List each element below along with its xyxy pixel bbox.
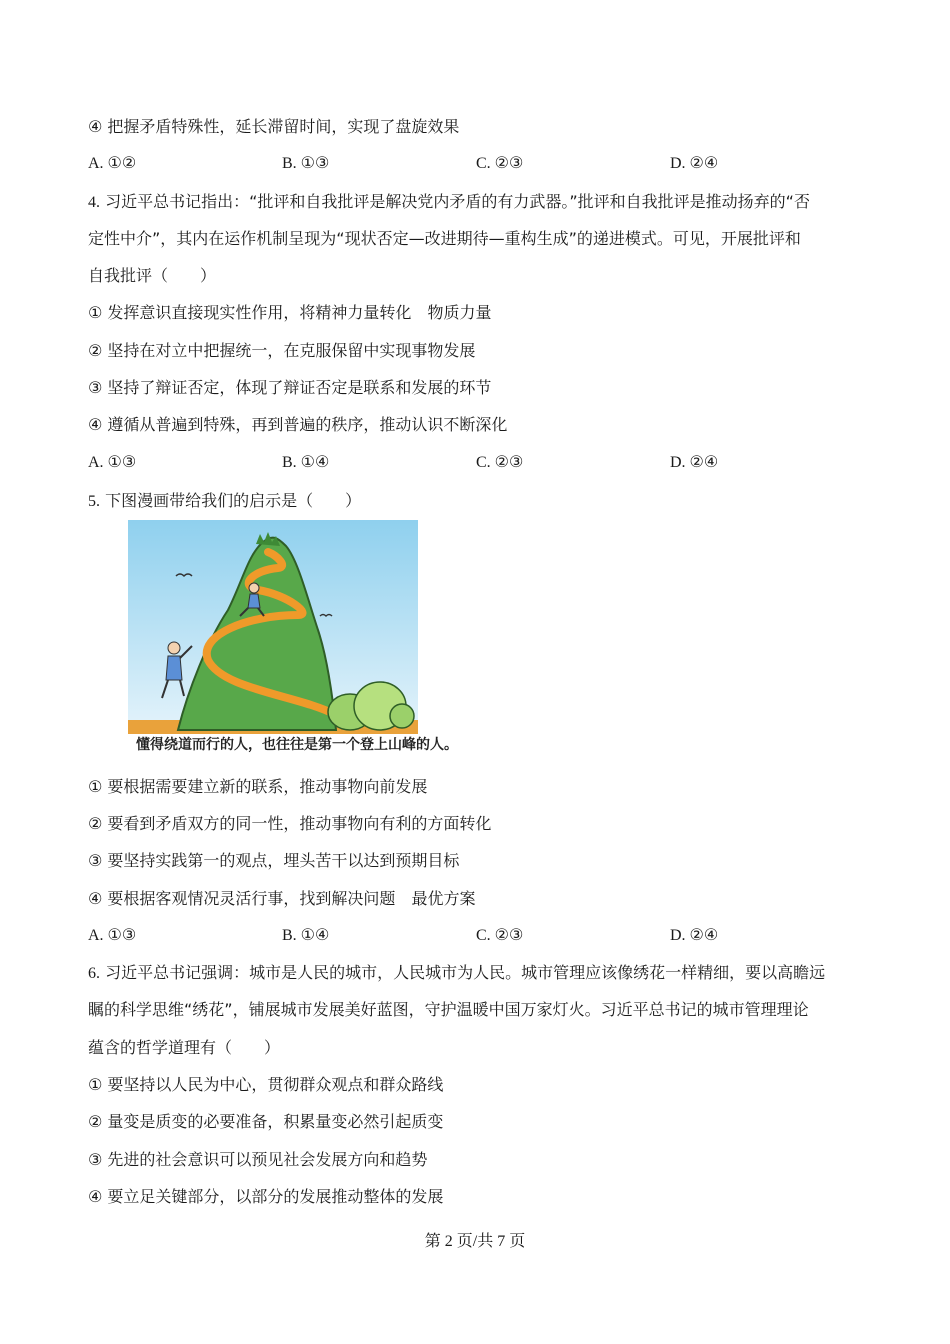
q5-item-3: ③ 要坚持实践第一的观点，埋头苦干以达到预期目标 bbox=[88, 851, 460, 870]
q5-stem bbox=[88, 490, 361, 513]
q6-item-3: ③ 先进的社会意识可以预见社会发展方向和趋势 bbox=[88, 1150, 428, 1169]
q4-stem-text-1: 习近平总书记指出：“批评和自我批评是解决党内矛盾的有力武器。”批评和自我批评是推动扬弃的“否 bbox=[105, 192, 810, 211]
q5-option-c: C. ②③ bbox=[476, 927, 524, 944]
q5-option-a: A. ①③ bbox=[88, 927, 137, 944]
q3-options bbox=[88, 153, 868, 175]
q5-number: 5. bbox=[88, 493, 100, 510]
q5-options bbox=[88, 925, 868, 947]
q4-item-1-part-a: ① 发挥意识直接现实性作用，将精神力量转化 bbox=[88, 303, 412, 322]
q4-stem-line-2: 定性中介”，其内在运作机制呈现为“现状否定—改进期待—重构生成”的递进模式。可见，开展批评和 bbox=[88, 229, 801, 248]
q6-stem-text-1: 习近平总书记强调：城市是人民的城市，人民城市为人民。城市管理应该像绣花一样精细，要以高瞻远 bbox=[105, 963, 826, 982]
q6-number: 6. bbox=[88, 965, 100, 982]
q5-item-4-part-a: ④ 要根据客观情况灵活行事，找到解决问题 bbox=[88, 889, 396, 908]
q6-stem-line-1 bbox=[88, 962, 825, 985]
q3-option-a: A. ①② bbox=[88, 155, 137, 172]
q3-option-b: B. ①③ bbox=[282, 155, 330, 172]
q4-item-1 bbox=[88, 302, 491, 324]
q6-item-1: ① 要坚持以人民为中心，贯彻群众观点和群众路线 bbox=[88, 1075, 444, 1094]
q4-number: 4. bbox=[88, 194, 100, 211]
q4-item-4: ④ 遵循从普遍到特殊，再到普遍的秩序，推动认识不断深化 bbox=[88, 415, 508, 434]
q5-option-b: B. ①④ bbox=[282, 927, 330, 944]
q6-item-4: ④ 要立足关键部分，以部分的发展推动整体的发展 bbox=[88, 1187, 444, 1206]
q4-option-d: D. ②④ bbox=[670, 454, 719, 471]
q4-options bbox=[88, 452, 868, 474]
q4-option-b: B. ①④ bbox=[282, 454, 330, 471]
q4-option-a: A. ①③ bbox=[88, 454, 137, 471]
q5-item-1: ① 要根据需要建立新的联系，推动事物向前发展 bbox=[88, 777, 428, 796]
q4-stem-line-1 bbox=[88, 191, 810, 214]
q3-item-4: ④ 把握矛盾特殊性，延长滞留时间，实现了盘旋效果 bbox=[88, 117, 460, 136]
q5-option-d: D. ②④ bbox=[670, 927, 719, 944]
q3-option-c: C. ②③ bbox=[476, 155, 524, 172]
q4-item-3: ③ 坚持了辩证否定，体现了辩证否定是联系和发展的环节 bbox=[88, 378, 492, 397]
q6-stem-line-2: 瞩的科学思维“绣花”，铺展城市发展美好蓝图，守护温暖中国万家灯火。习近平总书记的城市管理理论 bbox=[88, 1000, 809, 1019]
mountain-comic-illustration bbox=[128, 520, 488, 766]
q4-item-1-part-b: 物质力量 bbox=[427, 303, 492, 322]
q6-stem-line-3: 蕴含的哲学道理有（ ） bbox=[88, 1038, 281, 1057]
q4-option-c: C. ②③ bbox=[476, 454, 524, 471]
q6-item-2: ② 量变是质变的必要准备，积累量变必然引起质变 bbox=[88, 1112, 444, 1131]
q4-stem-line-3: 自我批评（ ） bbox=[88, 266, 217, 285]
q5-stem-text: 下图漫画带给我们的启示是（ ） bbox=[105, 491, 362, 510]
q3-option-d: D. ②④ bbox=[670, 155, 719, 172]
comic-caption: 懂得绕道而行的人，也往往是第一个登上山峰的人。 bbox=[136, 737, 458, 753]
q5-item-4-part-b: 最优方案 bbox=[411, 889, 476, 908]
q5-item-2: ② 要看到矛盾双方的同一性，推动事物向有利的方面转化 bbox=[88, 814, 492, 833]
q5-item-4 bbox=[88, 888, 475, 910]
q4-item-2: ② 坚持在对立中把握统一，在克服保留中实现事物发展 bbox=[88, 341, 476, 360]
page-footer: 第 2 页/共 7 页 bbox=[424, 1233, 526, 1250]
